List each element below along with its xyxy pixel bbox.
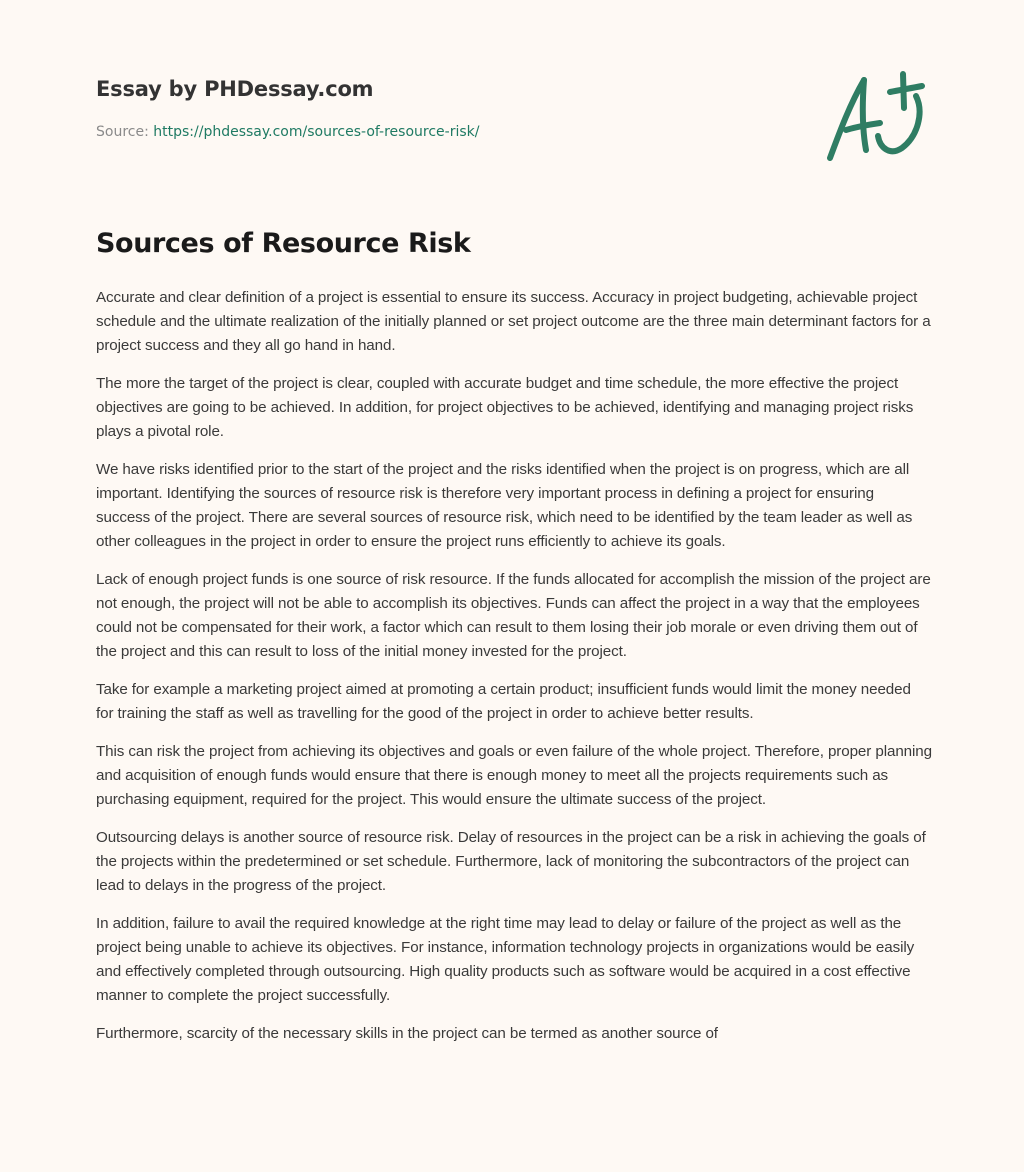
source-line [96,124,479,140]
essay-paragraph: Take for example a marketing project aimed at promoting a certain product; insufficient funds would limit the money needed for training the staff as well as travelling for the good of the project in order to achieve better results. [96,681,911,722]
essay-body [96,286,932,1060]
essay-title: Sources of Resource Risk [96,228,471,259]
a-plus-grade-icon [820,66,930,166]
essay-paragraph: The more the target of the project is clear, coupled with accurate budget and time schedule, the more effective the project objectives are going to be achieved. In addition, for project objectives to be achieved, identifying and managing project risks plays a pivotal role. [96,375,914,440]
essay-paragraph: Outsourcing delays is another source of resource risk. Delay of resources in the project can be a risk in achieving the goals of the projects within the predetermined or set schedule. Furthermore, lack of monitoring the subcontractors of the project can lead to delays in the progress of the project. [96,829,926,894]
essay-paragraph: Lack of enough project funds is one source of risk resource. If the funds allocated for accomplish the mission of the project are not enough, the project will not be able to accomplish its objectives. Funds can affect the project in a way that the employees could not be compensated for their work, a factor which can result to them losing their job morale or even driving them out of the project and this can result to loss of the initial money invested for the project. [96,571,931,660]
essay-paragraph: We have risks identified prior to the start of the project and the risks identified when the project is on progress, which are all important. Identifying the sources of resource risk is therefore very important process in defining a project for ensuring success of the project. There are several sources of resource risk, which need to be identified by the team leader as well as other colleagues in the project in order to ensure the project runs efficiently to achieve its goals. [96,461,913,550]
essay-paragraph: This can risk the project from achieving its objectives and goals or even failure of the whole project. Therefore, proper planning and acquisition of enough funds would ensure that there is enough money to meet all the projects requirements such as purchasing equipment, required for the project. This would ensure the ultimate success of the project. [96,743,932,808]
essay-paragraph: In addition, failure to avail the required knowledge at the right time may lead to delay or failure of the project as well as the project being unable to achieve its objectives. For instance, information technology projects in organizations would be easily and effectively completed through outsourcing. High quality products such as software would be acquired in a cost effective manner to complete the project successfully. [96,915,915,1004]
essay-paragraph: Accurate and clear definition of a project is essential to ensure its success. Accuracy in project budgeting, achievable project schedule and the ultimate realization of the initially planned or set project outcome are the three main determinant factors for a project success and they all go hand in hand. [96,289,931,354]
site-title: Essay by PHDessay.com [96,77,374,101]
source-label: Source: [96,124,149,140]
source-link[interactable]: https://phdessay.com/sources-of-resource-risk/ [153,124,480,140]
essay-paragraph: Furthermore, scarcity of the necessary skills in the project can be termed as another source of [96,1025,718,1042]
